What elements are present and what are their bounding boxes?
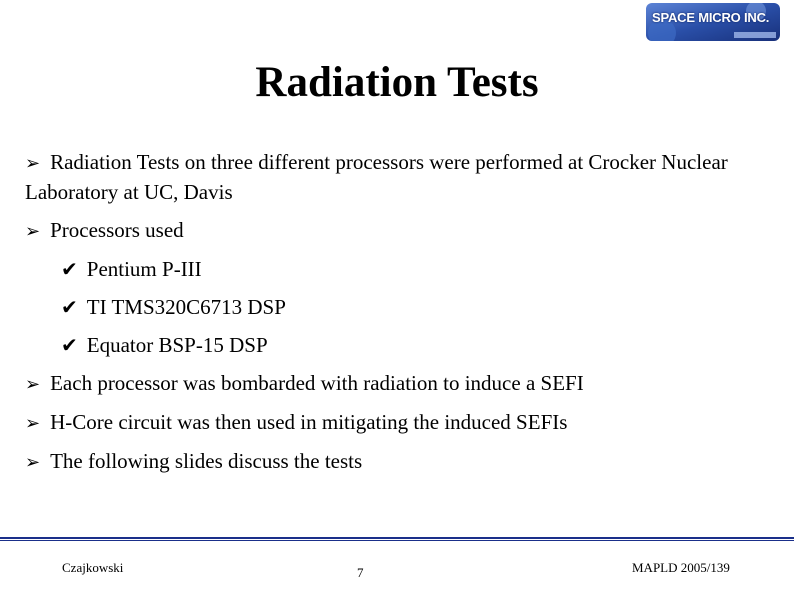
sub-bullet-item xyxy=(25,255,775,284)
bullet-text: Each processor was bombarded with radiation to induce a SEFI xyxy=(50,371,584,395)
footer-author: Czajkowski xyxy=(62,560,124,575)
bullet-text: H-Core circuit was then used in mitigating the induced SEFIs xyxy=(50,410,568,434)
bullet-text: Radiation Tests on three different processors were performed at Crocker Nuclear Laboratory at UC, Davis xyxy=(25,150,728,204)
slide-content xyxy=(25,148,775,477)
checkmark-icon: ✔ xyxy=(61,257,78,281)
bullet-item xyxy=(25,408,775,438)
checkmark-icon: ✔ xyxy=(61,295,78,319)
company-logo xyxy=(646,3,780,41)
bullet-text: The following slides discuss the tests xyxy=(50,449,363,473)
footer-divider-thick xyxy=(0,537,794,539)
bullet-item xyxy=(25,447,775,477)
arrow-bullet-icon: ➢ xyxy=(25,452,41,473)
sub-bullet-item xyxy=(25,293,775,322)
bullet-item xyxy=(25,369,775,399)
logo-text: SPACE MICRO INC. xyxy=(652,10,770,25)
slide-title: Radiation Tests xyxy=(255,59,539,106)
footer-divider-thin xyxy=(0,540,794,541)
sub-bullet-text: TI TMS320C6713 DSP xyxy=(86,295,286,319)
arrow-bullet-icon: ➢ xyxy=(25,413,41,434)
bullet-text: Processors used xyxy=(50,218,184,242)
sub-bullet-item xyxy=(25,331,775,360)
arrow-bullet-icon: ➢ xyxy=(25,221,41,242)
footer-page-number: 7 xyxy=(357,565,364,580)
arrow-bullet-icon: ➢ xyxy=(25,153,41,174)
footer-divider xyxy=(0,537,794,542)
sub-bullet-text: Equator BSP-15 DSP xyxy=(86,333,268,357)
bullet-item xyxy=(25,148,775,207)
footer-conference: MAPLD 2005/139 xyxy=(632,560,730,575)
arrow-bullet-icon: ➢ xyxy=(25,374,41,395)
bullet-item xyxy=(25,216,775,246)
sub-bullet-text: Pentium P-III xyxy=(86,257,202,281)
checkmark-icon: ✔ xyxy=(61,333,78,357)
